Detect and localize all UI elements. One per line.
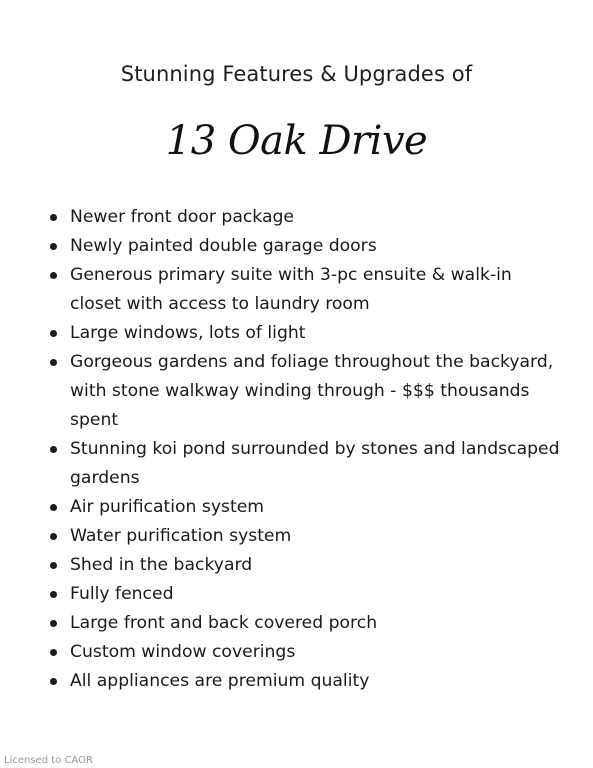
bullet-icon bbox=[50, 446, 57, 453]
feature-text: Newly painted double garage doors bbox=[70, 236, 377, 256]
features-list bbox=[48, 203, 568, 696]
feature-item bbox=[48, 667, 568, 696]
feature-text: Generous primary suite with 3-pc ensuite & walk-in closet with access to laundry room bbox=[70, 265, 512, 314]
feature-item bbox=[48, 493, 568, 522]
bullet-icon bbox=[50, 620, 57, 627]
feature-item bbox=[48, 609, 568, 638]
feature-text: All appliances are premium quality bbox=[70, 671, 370, 691]
bullet-icon bbox=[50, 272, 57, 279]
bullet-icon bbox=[50, 533, 57, 540]
bullet-icon bbox=[50, 504, 57, 511]
feature-item bbox=[48, 435, 568, 493]
bullet-icon bbox=[50, 678, 57, 685]
feature-text: Newer front door package bbox=[70, 207, 294, 227]
bullet-icon bbox=[50, 649, 57, 656]
bullet-icon bbox=[50, 359, 57, 366]
page-heading: Stunning Features & Upgrades of bbox=[120, 62, 473, 86]
feature-text: Stunning koi pond surrounded by stones and landscaped gardens bbox=[70, 439, 560, 488]
feature-item bbox=[48, 319, 568, 348]
feature-item bbox=[48, 348, 568, 435]
feature-text: Air purification system bbox=[70, 497, 265, 517]
feature-item bbox=[48, 232, 568, 261]
feature-item bbox=[48, 638, 568, 667]
feature-text: Large front and back covered porch bbox=[70, 613, 378, 633]
feature-item bbox=[48, 261, 568, 319]
feature-item bbox=[48, 580, 568, 609]
bullet-icon bbox=[50, 243, 57, 250]
license-footer: Licensed to CAOR bbox=[4, 755, 93, 766]
feature-text: Custom window coverings bbox=[70, 642, 296, 662]
bullet-icon bbox=[50, 330, 57, 337]
feature-text: Water purification system bbox=[70, 526, 292, 546]
feature-text: Shed in the backyard bbox=[70, 555, 253, 575]
feature-item bbox=[48, 522, 568, 551]
feature-item bbox=[48, 203, 568, 232]
bullet-icon bbox=[50, 562, 57, 569]
bullet-icon bbox=[50, 591, 57, 598]
feature-text: Gorgeous gardens and foliage throughout the backyard, with stone walkway winding through - $$$ thousands spent bbox=[70, 352, 554, 430]
feature-text: Fully fenced bbox=[70, 584, 174, 604]
feature-item bbox=[48, 551, 568, 580]
bullet-icon bbox=[50, 214, 57, 221]
property-address: 13 Oak Drive bbox=[165, 118, 428, 164]
feature-text: Large windows, lots of light bbox=[70, 323, 306, 343]
